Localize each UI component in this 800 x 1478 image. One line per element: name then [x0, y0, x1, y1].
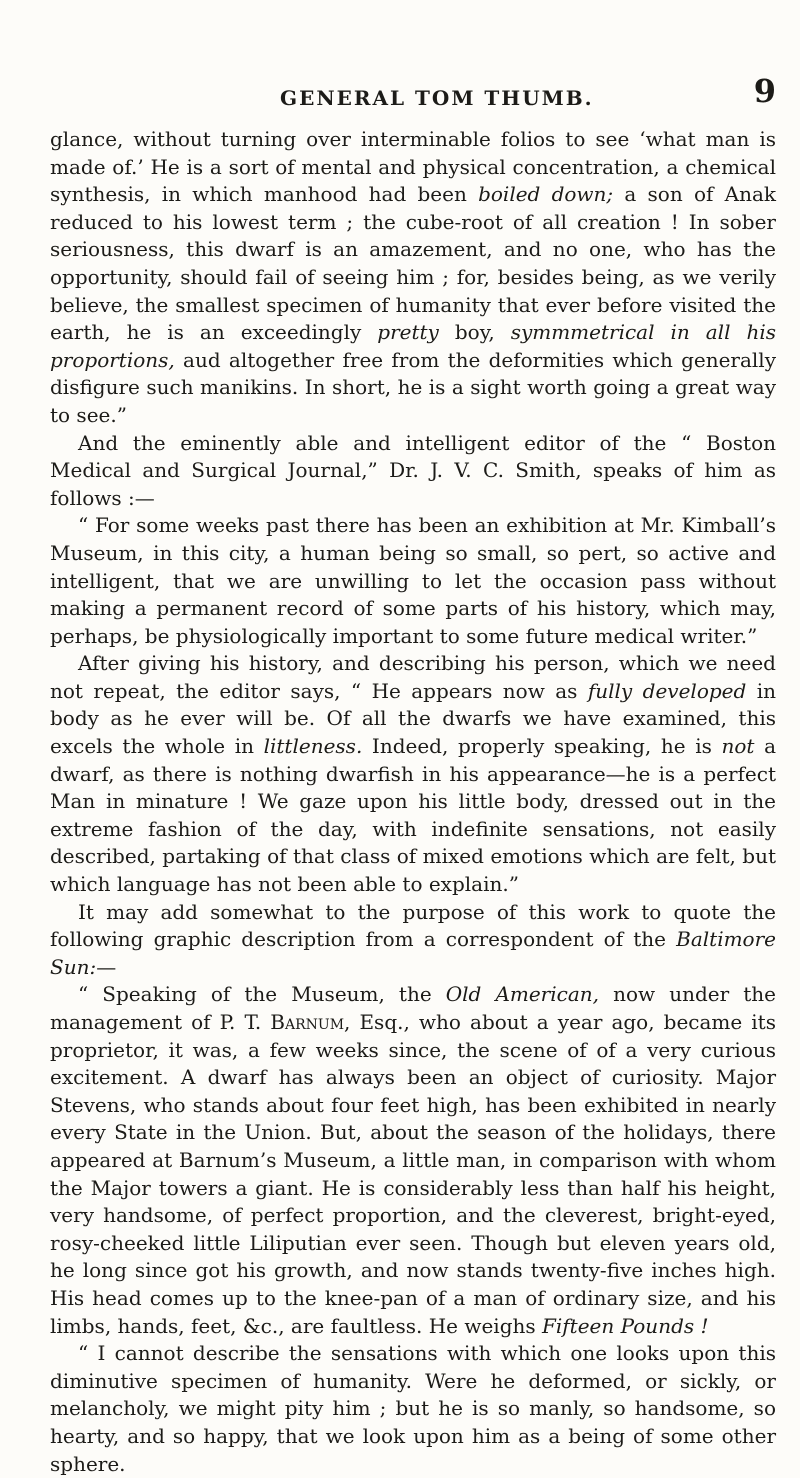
small-caps-text: Barnum,: [270, 1010, 351, 1034]
text-run: “ Speaking of the Museum, the: [78, 982, 446, 1007]
paragraph-continuation: [50, 126, 776, 430]
text-run: now under the management of P. T.: [50, 982, 776, 1034]
text-run: boy,: [438, 320, 511, 345]
italic-text: fully developed: [587, 678, 747, 703]
paragraph-boston-journal-intro: [50, 430, 776, 513]
text-run: a dwarf, as there is nothing dwarfish in his appearance—he is a perfect Man in minature ! We gaze upon his little body, dressed out in the extreme fashion of the day, with indefinite sensations, not easily described, partaking of that class of mixed emotions which are felt, but which language has not been able to explain.”: [50, 734, 776, 897]
italic-text: littleness.: [263, 734, 363, 759]
book-page: [50, 72, 777, 1476]
italic-text: symmmetrical in all his proportions,: [50, 320, 776, 372]
running-head: [50, 72, 776, 114]
paragraph-baltimore-sun-intro: [50, 899, 776, 982]
text-run: in body as he ever will be. Of all the dwarfs we have examined, this excels the whole in: [50, 678, 777, 759]
text-run: And the eminently able and intelligent editor of the “ Boston Medical and Surgical Journal,” Dr. J. V. C. Smith, speaks of him as follows :—: [50, 430, 776, 510]
italic-text: boiled down;: [478, 182, 614, 207]
italic-text: Baltimore Sun:: [50, 927, 776, 979]
paragraph-sun-quote-museum: [50, 981, 776, 1340]
paragraph-editor-says: [50, 650, 776, 898]
text-run: Esq., who about a year ago, became its proprietor, it was, a few weeks since, the scene of of a very curious excitement. A dwarf has always been an object of curiosity. Major Stevens, who stands about four feet high, has been exhibited in nearly every State in the Union. But, about the season of the holidays, there appeared at Barnum’s Museum, a little man, in comparison with whom the Major towers a giant. He is considerably less than half his height, very handsome, of perfect proportion, and the cleverest, bright-eyed, rosy-cheeked little Liliputian ever seen. Though but eleven years old, he long since got his growth, and now stands twenty-five inches high. His head comes up to the knee-pan of a man of ordinary size, and his limbs, hands, feet, &c., are faultless. He weighs: [50, 1010, 776, 1338]
body-text: [50, 126, 776, 1478]
text-run: Indeed, properly speaking, he is: [362, 734, 722, 759]
paragraph-journal-quote: [50, 512, 776, 650]
italic-text: pretty: [377, 320, 439, 345]
italic-text: Fifteen Pounds !: [542, 1313, 709, 1338]
text-run: a son of Anak reduced to his lowest term ; the cube-root of all creation ! In sober seriousness, this dwarf is an amazement, and no one, who has the opportunity, should fail of seeing him ; for, besides being, as we verily believe, the smallest specimen of humanity that ever before visited the earth, he is an exceedingly: [50, 182, 776, 345]
text-run: It may add somewhat to the purpose of this work to quote the following graphic description from a correspondent of the: [50, 899, 776, 952]
text-run: “ For some weeks past there has been an exhibition at Mr. Kimball’s Museum, in this city, a human being so small, so pert, so active and intelligent, that we are unwilling to let the occasion pass without making a permanent record of some parts of his history, which may, perhaps, be physiologically important to some future medical writer.”: [50, 513, 776, 648]
running-head-title: GENERAL TOM THUMB.: [280, 86, 594, 110]
page-number: 9: [753, 72, 776, 110]
text-run: —: [96, 954, 117, 979]
text-run: aud altogether free from the deformities which generally disfigure such manikins. In short, he is a sight worth going a great way to see.”: [50, 347, 776, 427]
paragraph-sun-quote-sensations: [50, 1340, 776, 1478]
text-run: glance, without turning over interminable folios to see ‘what man is made of.’ He is a sort of mental and physical concentration, a chemical synthesis, in which manhood had been: [50, 127, 776, 207]
text-run: After giving his history, and describing his person, which we need not repeat, the editor says, “ He appears now as: [50, 651, 776, 703]
italic-text: Old American,: [445, 982, 600, 1007]
text-run: “ I cannot describe the sensations with which one looks upon this diminutive specimen of humanity. Were he deformed, or sickly, or melancholy, we might pity him ; but he is so manly, so handsome, so hearty, and so happy, that we look upon him as a being of some other sphere.: [50, 1341, 776, 1476]
italic-text: not: [721, 734, 755, 759]
